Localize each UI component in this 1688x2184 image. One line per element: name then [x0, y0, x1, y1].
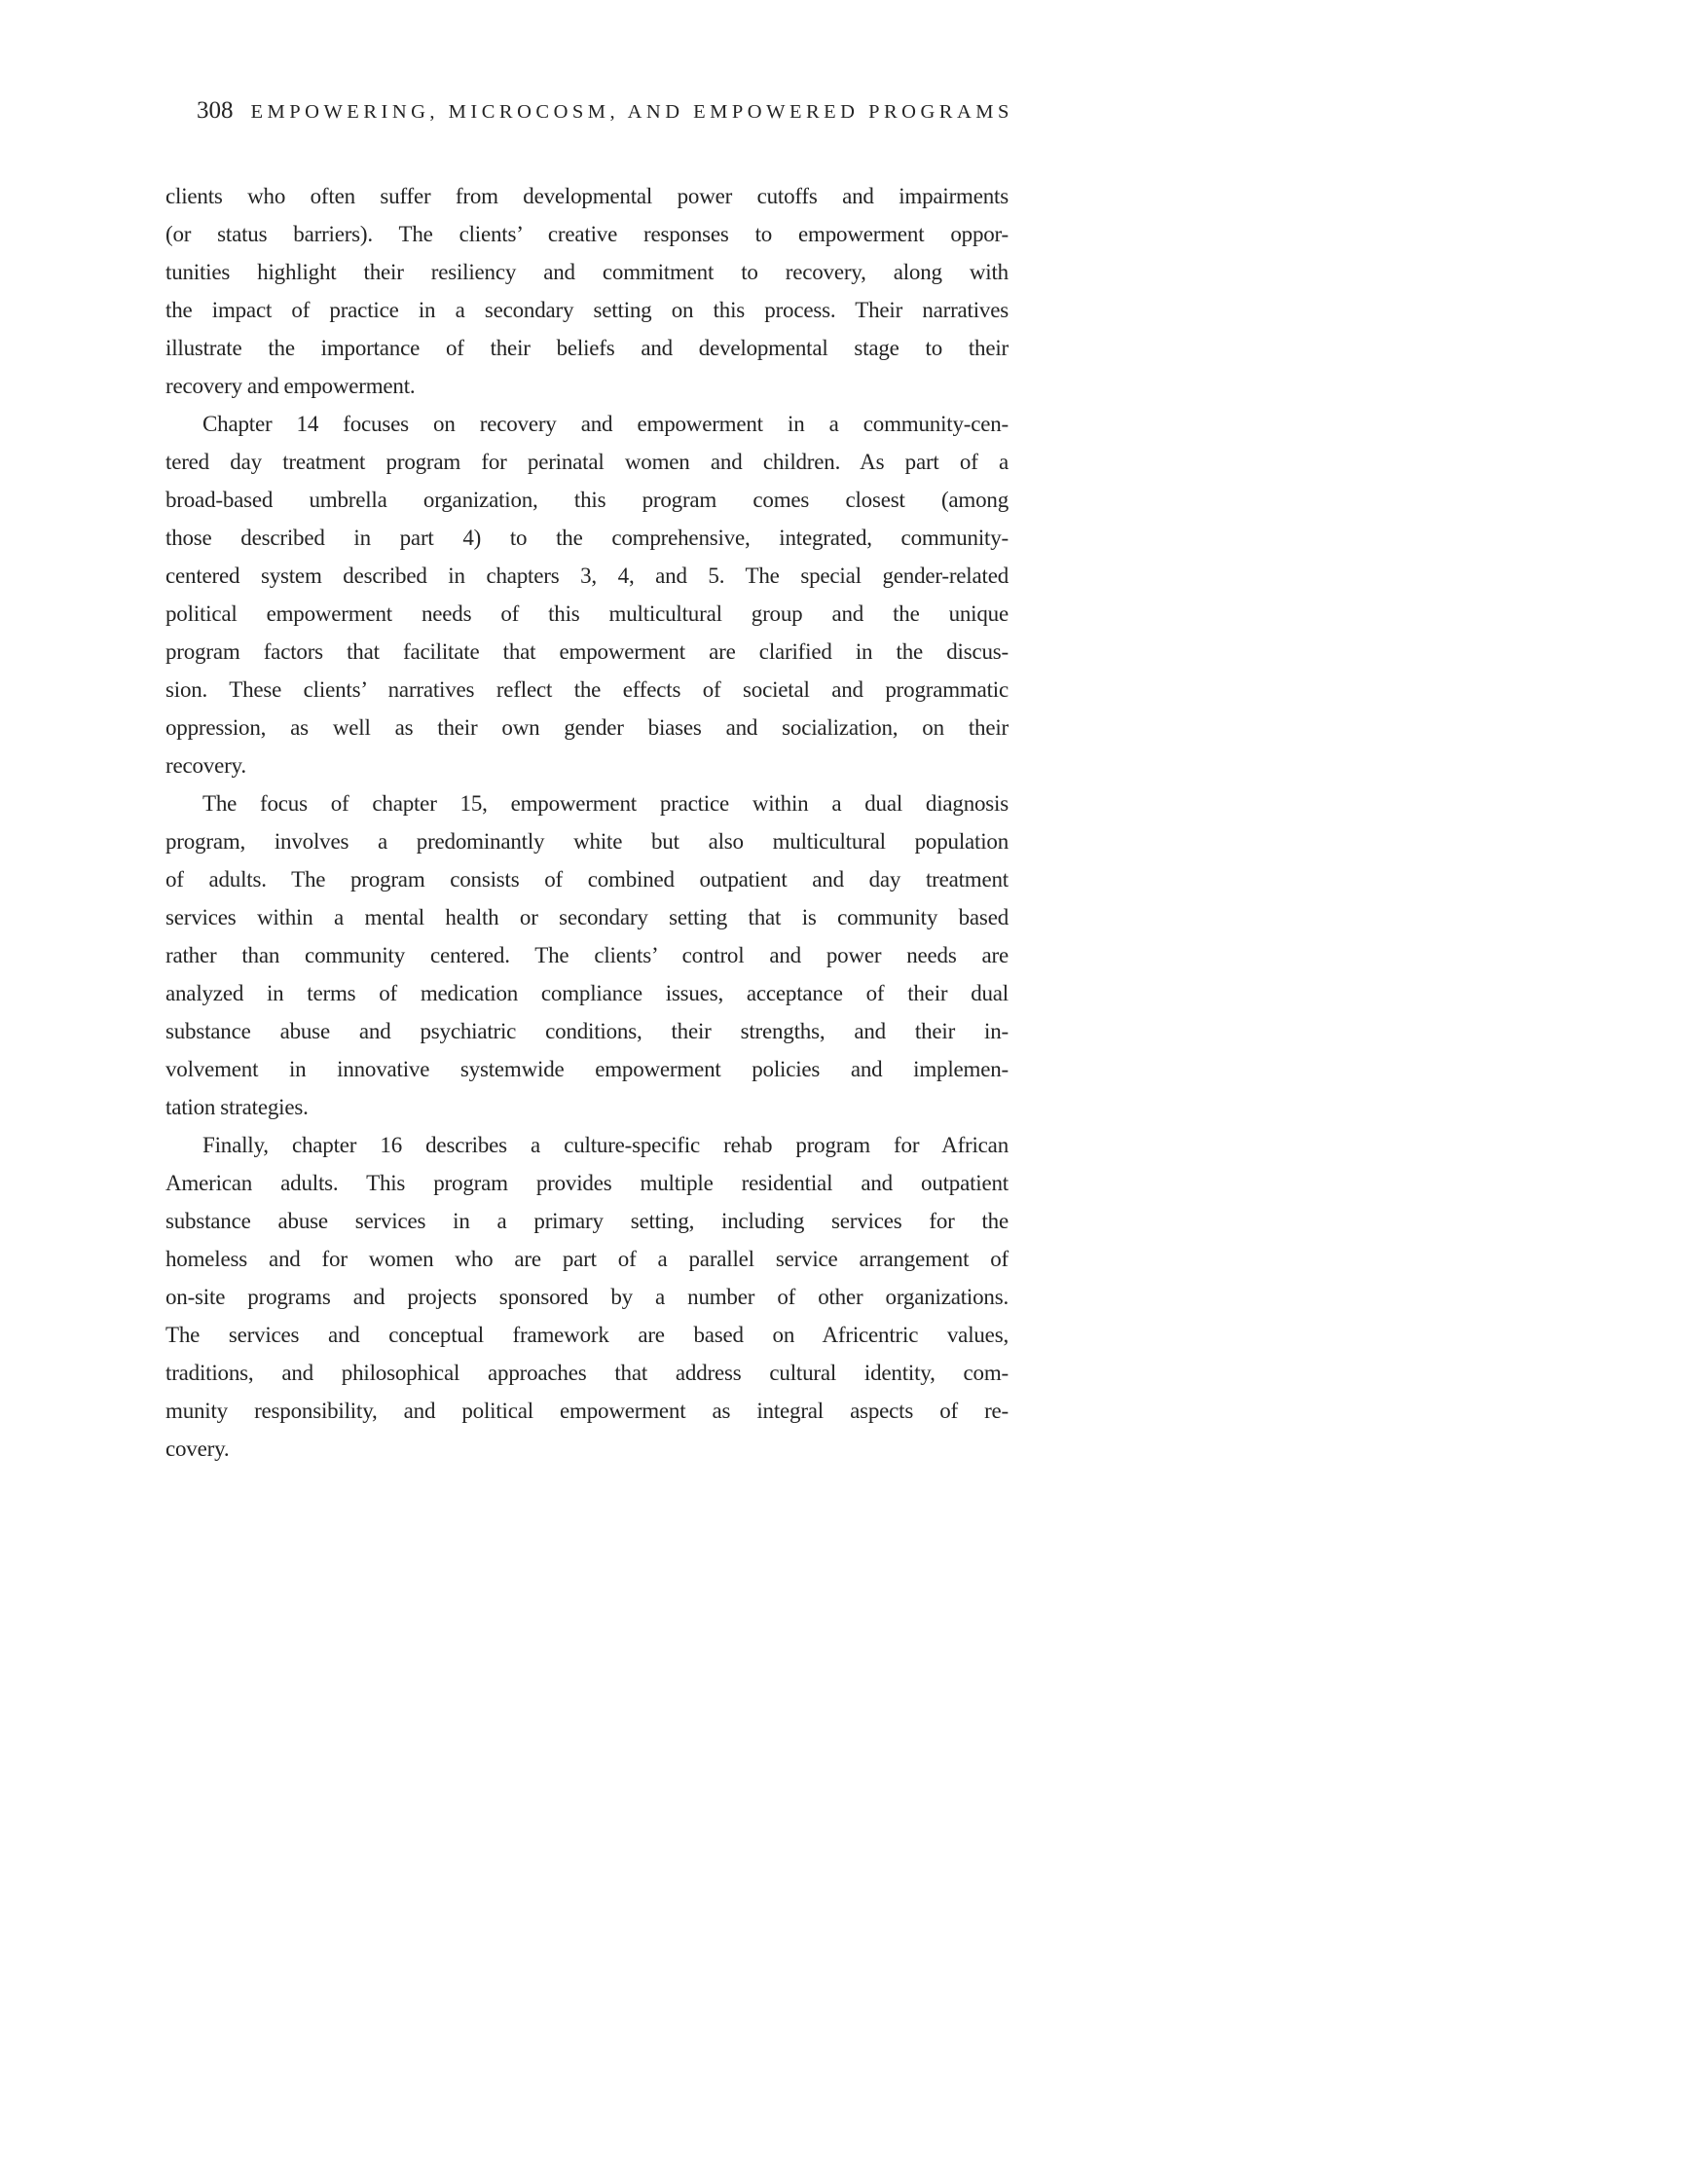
- body-text-line: Chapter 14 focuses on recovery and empowerment in a community-cen-: [202, 412, 1009, 436]
- body-text-line: traditions, and philosophical approaches that address cultural identity, com-: [165, 1361, 1009, 1385]
- body-text-line: substance abuse and psychiatric conditions, their strengths, and their in-: [165, 1019, 1009, 1043]
- body-text-line: program, involves a predominantly white but also multicultural population: [165, 829, 1009, 854]
- body-text-line: The focus of chapter 15, empowerment practice within a dual diagnosis: [202, 791, 1009, 816]
- page-number: 308: [197, 97, 234, 124]
- body-text-line: volvement in innovative systemwide empowerment policies and implemen-: [165, 1057, 1009, 1081]
- body-text-line: analyzed in terms of medication compliance issues, acceptance of their dual: [165, 981, 1009, 1005]
- body-text-line: tunities highlight their resiliency and commitment to recovery, along with: [165, 260, 1009, 284]
- body-text-line: covery.: [165, 1437, 230, 1461]
- body-text-line: oppression, as well as their own gender biases and socialization, on their: [165, 715, 1009, 740]
- body-text-line: tered day treatment program for perinatal women and children. As part of a: [165, 450, 1009, 474]
- body-text-line: tation strategies.: [165, 1095, 309, 1119]
- body-text-line: homeless and for women who are part of a parallel service arrangement of: [165, 1247, 1009, 1271]
- body-text-line: on-site programs and projects sponsored by a number of other organizations.: [165, 1285, 1009, 1309]
- running-header-title: EMPOWERING, MICROCOSM, AND EMPOWERED PROGRAMS: [250, 101, 1013, 123]
- body-text-line: American adults. This program provides multiple residential and outpatient: [165, 1171, 1009, 1195]
- body-text-line: of adults. The program consists of combined outpatient and day treatment: [165, 867, 1009, 892]
- body-text-line: recovery and empowerment.: [165, 374, 416, 398]
- body-text-line: political empowerment needs of this multicultural group and the unique: [165, 601, 1009, 626]
- body-text-line: the impact of practice in a secondary setting on this process. Their narratives: [165, 298, 1009, 322]
- body-text-line: services within a mental health or secondary setting that is community based: [165, 905, 1009, 929]
- body-text-line: program factors that facilitate that empowerment are clarified in the discus-: [165, 639, 1009, 664]
- body-text-line: illustrate the importance of their beliefs and developmental stage to their: [165, 336, 1009, 360]
- body-text-line: sion. These clients’ narratives reflect the effects of societal and programmatic: [165, 677, 1009, 702]
- running-header: [197, 97, 1013, 125]
- body-text-line: those described in part 4) to the comprehensive, integrated, community-: [165, 526, 1009, 550]
- body-text-line: broad-based umbrella organization, this program comes closest (among: [165, 488, 1009, 512]
- body-text-line: substance abuse services in a primary setting, including services for the: [165, 1209, 1009, 1233]
- body-text-line: The services and conceptual framework are based on Africentric values,: [165, 1323, 1009, 1347]
- body-text-line: clients who often suffer from developmental power cutoffs and impairments: [165, 184, 1009, 208]
- body-text-line: (or status barriers). The clients’ creative responses to empowerment oppor-: [165, 222, 1009, 246]
- body-text-line: munity responsibility, and political empowerment as integral aspects of re-: [165, 1399, 1009, 1423]
- body-text-line: Finally, chapter 16 describes a culture-specific rehab program for African: [202, 1133, 1009, 1157]
- body-text-line: rather than community centered. The clients’ control and power needs are: [165, 943, 1009, 967]
- body-text-line: recovery.: [165, 753, 246, 778]
- body-text: [165, 177, 1009, 1468]
- body-text-line: centered system described in chapters 3, 4, and 5. The special gender-related: [165, 564, 1009, 588]
